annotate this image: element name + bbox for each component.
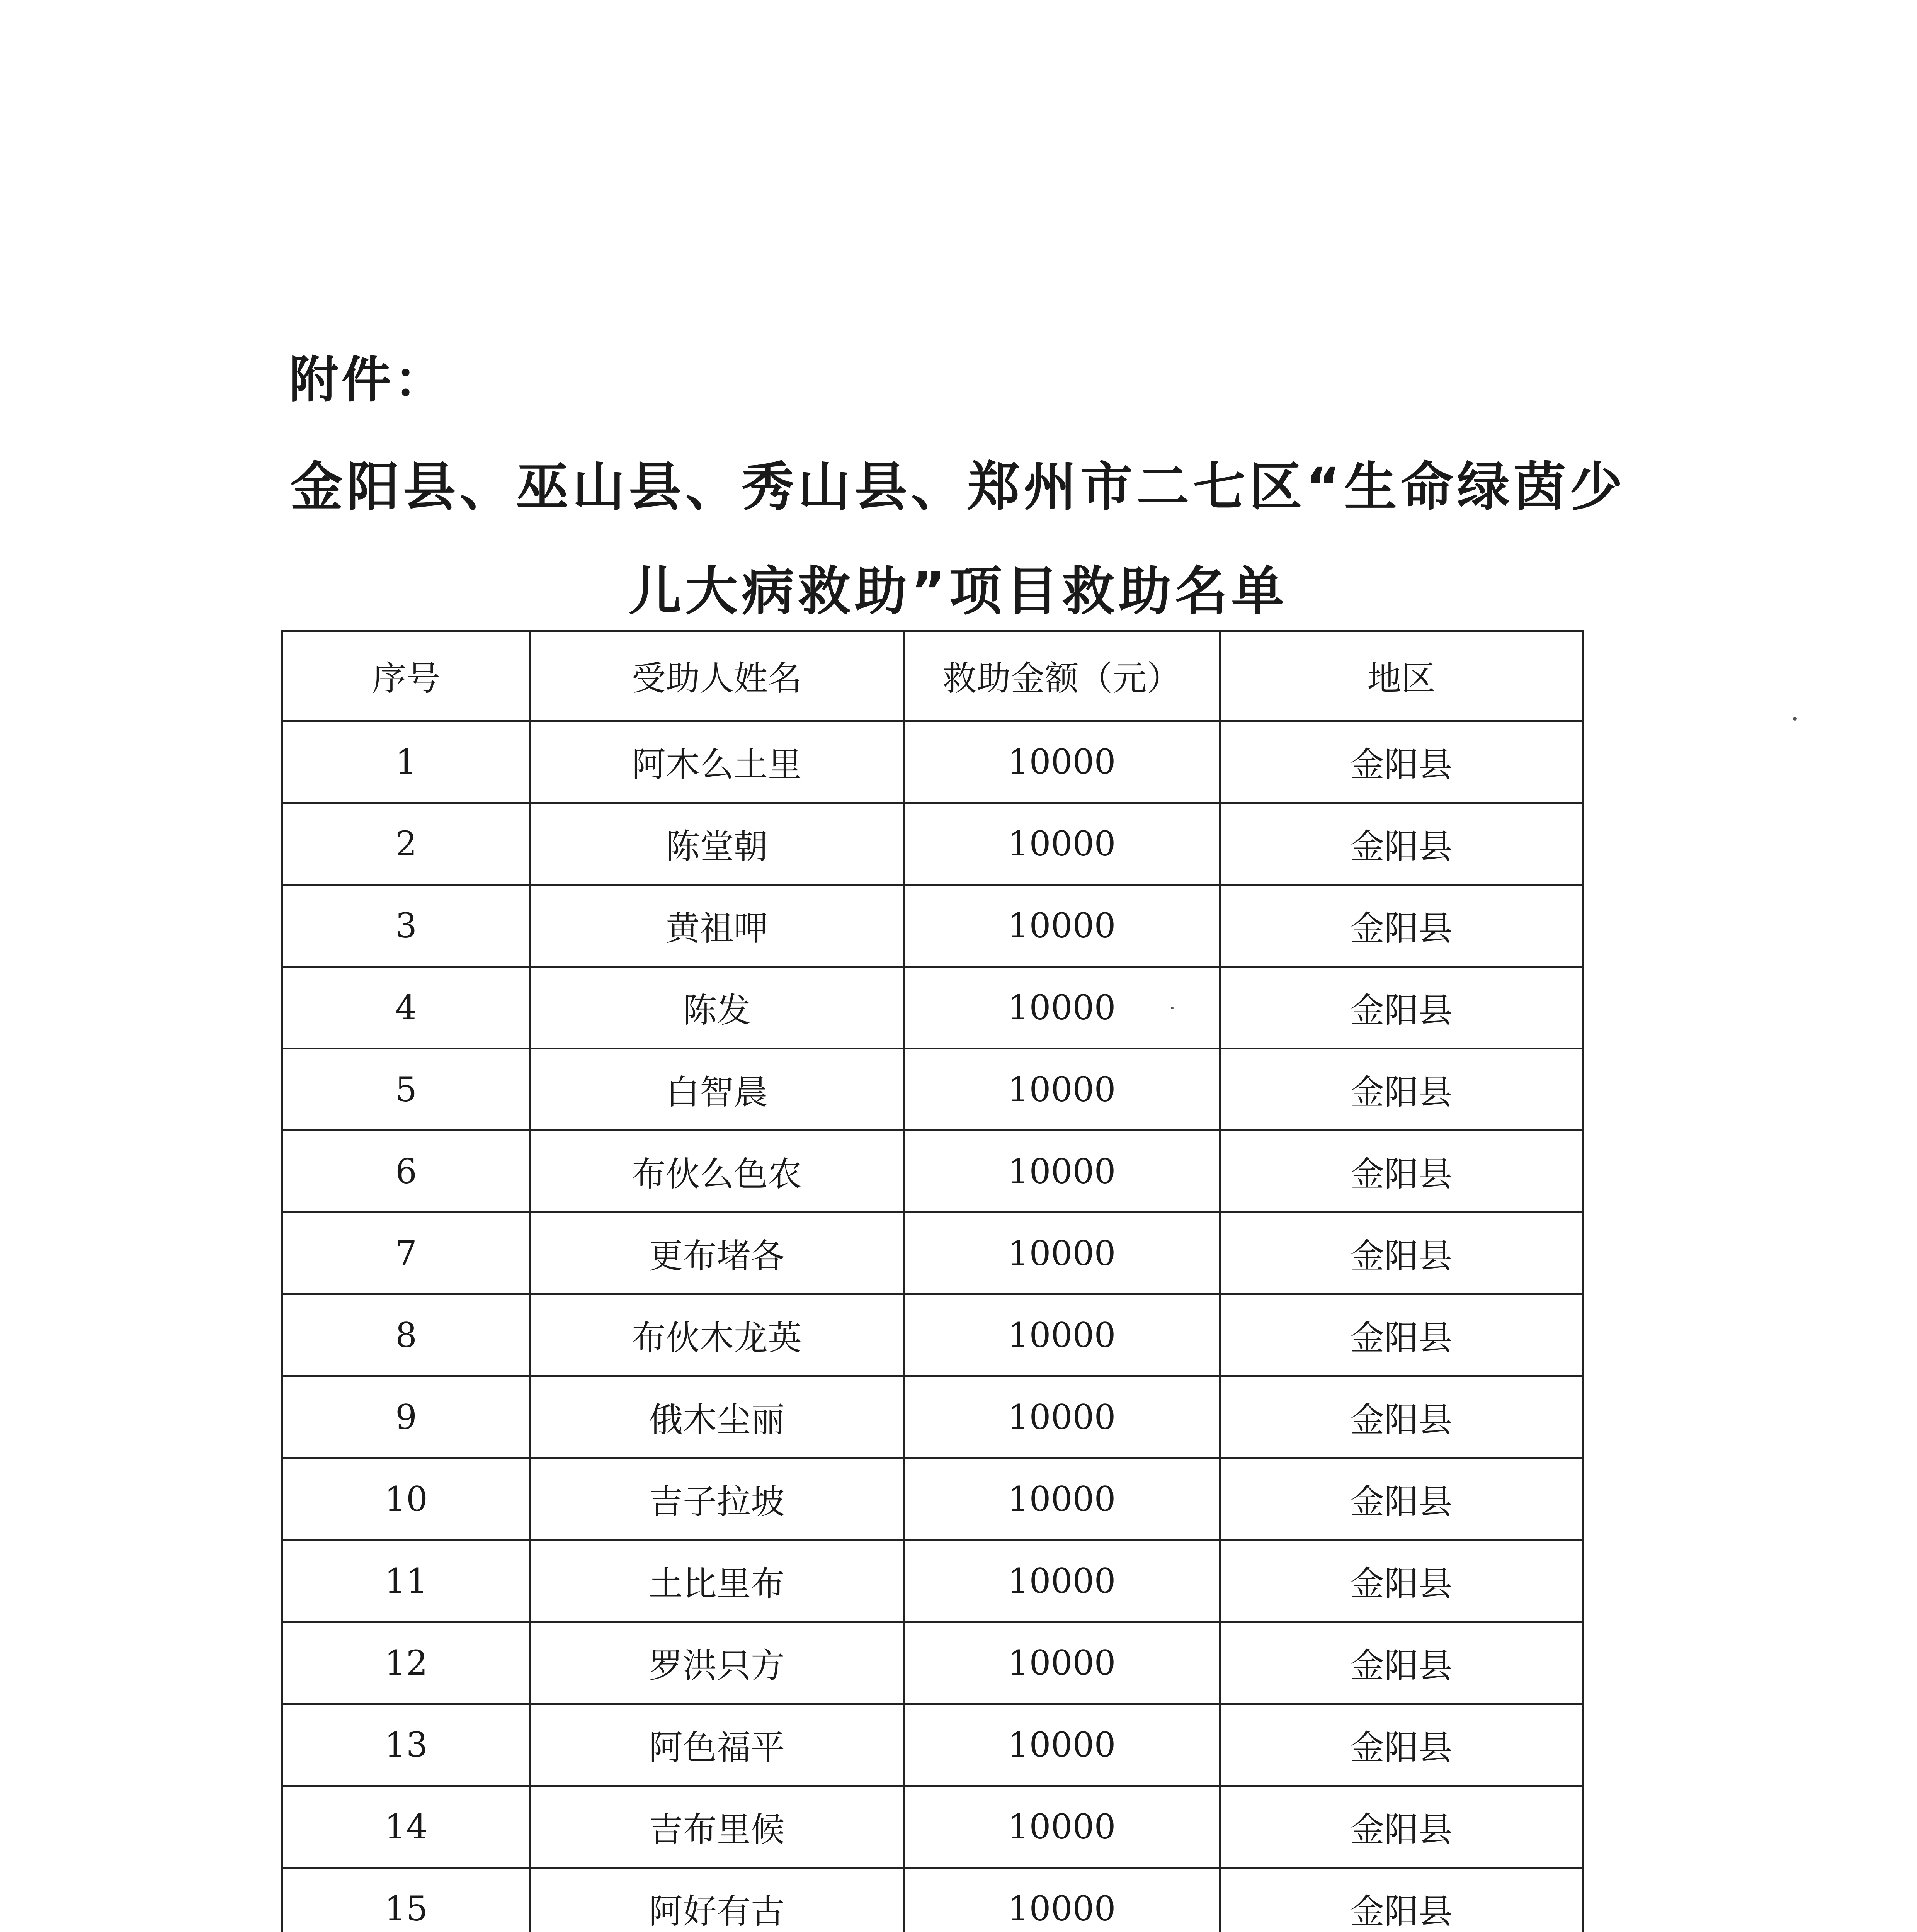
table-row [282, 1540, 1583, 1622]
cell-region: 金阳县 [1220, 1540, 1583, 1622]
table-row [282, 1213, 1583, 1294]
cell-aid-amount: 10000 [904, 1049, 1220, 1131]
cell-region: 金阳县 [1220, 1376, 1583, 1458]
cell-serial-number: 14 [282, 1786, 530, 1868]
cell-recipient-name: 俄木尘丽 [530, 1376, 904, 1458]
table-row [282, 1458, 1583, 1540]
cell-aid-amount: 10000 [904, 1704, 1220, 1786]
cell-recipient-name: 布伙木龙英 [530, 1294, 904, 1376]
cell-aid-amount: 10000 [904, 967, 1220, 1049]
cell-aid-amount: 10000 [904, 1622, 1220, 1704]
cell-region: 金阳县 [1220, 1213, 1583, 1294]
cell-serial-number: 1 [282, 721, 530, 803]
cell-aid-amount: 10000 [904, 885, 1220, 967]
table-row [282, 967, 1583, 1049]
cell-region: 金阳县 [1220, 803, 1583, 885]
cell-serial-number: 8 [282, 1294, 530, 1376]
cell-region: 金阳县 [1220, 1622, 1583, 1704]
header-serial-number: 序号 [282, 631, 530, 721]
header-aid-amount: 救助金额（元） [904, 631, 1220, 721]
header-recipient-name: 受助人姓名 [530, 631, 904, 721]
cell-region: 金阳县 [1220, 1294, 1583, 1376]
table-row [282, 885, 1583, 967]
cell-serial-number: 2 [282, 803, 530, 885]
cell-aid-amount: 10000 [904, 1376, 1220, 1458]
attachment-label: 附件： [289, 351, 447, 409]
cell-aid-amount: 10000 [904, 721, 1220, 803]
cell-region: 金阳县 [1220, 967, 1583, 1049]
table-row [282, 721, 1583, 803]
cell-recipient-name: 罗洪只方 [530, 1622, 904, 1704]
cell-region: 金阳县 [1220, 1131, 1583, 1213]
table-row [282, 1786, 1583, 1868]
cell-serial-number: 5 [282, 1049, 530, 1131]
table-row [282, 1131, 1583, 1213]
table-row [282, 1376, 1583, 1458]
cell-serial-number: 13 [282, 1704, 530, 1786]
cell-region: 金阳县 [1220, 885, 1583, 967]
table-row [282, 1049, 1583, 1131]
cell-aid-amount: 10000 [904, 1213, 1220, 1294]
cell-serial-number: 9 [282, 1376, 530, 1458]
cell-serial-number: 6 [282, 1131, 530, 1213]
cell-aid-amount: 10000 [904, 1131, 1220, 1213]
cell-recipient-name: 更布堵各 [530, 1213, 904, 1294]
table-header-row [282, 631, 1583, 721]
cell-recipient-name: 吉布里候 [530, 1786, 904, 1868]
cell-serial-number: 12 [282, 1622, 530, 1704]
table-row [282, 1622, 1583, 1704]
cell-region: 金阳县 [1220, 1458, 1583, 1540]
document-title-line-1: 金阳县、巫山县、秀山县、郑州市二七区“生命绿茵少 [290, 457, 1626, 518]
document-title-line-2: 儿大病救助”项目救助名单 [629, 561, 1288, 622]
cell-region: 金阳县 [1220, 1049, 1583, 1131]
cell-region: 金阳县 [1220, 1868, 1583, 1932]
cell-serial-number: 10 [282, 1458, 530, 1540]
cell-aid-amount: 10000 [904, 1458, 1220, 1540]
table-row [282, 1704, 1583, 1786]
cell-serial-number: 7 [282, 1213, 530, 1294]
cell-aid-amount: 10000 [904, 1786, 1220, 1868]
cell-region: 金阳县 [1220, 721, 1583, 803]
cell-serial-number: 4 [282, 967, 530, 1049]
aid-recipient-table [281, 630, 1584, 1932]
cell-recipient-name: 黄祖呷 [530, 885, 904, 967]
cell-region: 金阳县 [1220, 1786, 1583, 1868]
cell-aid-amount: 10000 [904, 1294, 1220, 1376]
cell-recipient-name: 阿好有古 [530, 1868, 904, 1932]
cell-aid-amount: 10000 [904, 803, 1220, 885]
table-row [282, 1294, 1583, 1376]
cell-recipient-name: 土比里布 [530, 1540, 904, 1622]
cell-region: 金阳县 [1220, 1704, 1583, 1786]
cell-recipient-name: 布伙么色农 [530, 1131, 904, 1213]
cell-recipient-name: 阿色福平 [530, 1704, 904, 1786]
cell-serial-number: 15 [282, 1868, 530, 1932]
cell-aid-amount: 10000 [904, 1540, 1220, 1622]
cell-recipient-name: 吉子拉坡 [530, 1458, 904, 1540]
scan-speck [1793, 717, 1797, 721]
table-row [282, 803, 1583, 885]
cell-recipient-name: 阿木么土里 [530, 721, 904, 803]
table-body [282, 721, 1583, 1932]
cell-recipient-name: 陈堂朝 [530, 803, 904, 885]
cell-recipient-name: 陈发 [530, 967, 904, 1049]
table-row [282, 1868, 1583, 1932]
cell-serial-number: 3 [282, 885, 530, 967]
cell-aid-amount: 10000 [904, 1868, 1220, 1932]
header-region: 地区 [1220, 631, 1583, 721]
cell-recipient-name: 白智晨 [530, 1049, 904, 1131]
scan-speck [1171, 1007, 1174, 1009]
cell-serial-number: 11 [282, 1540, 530, 1622]
